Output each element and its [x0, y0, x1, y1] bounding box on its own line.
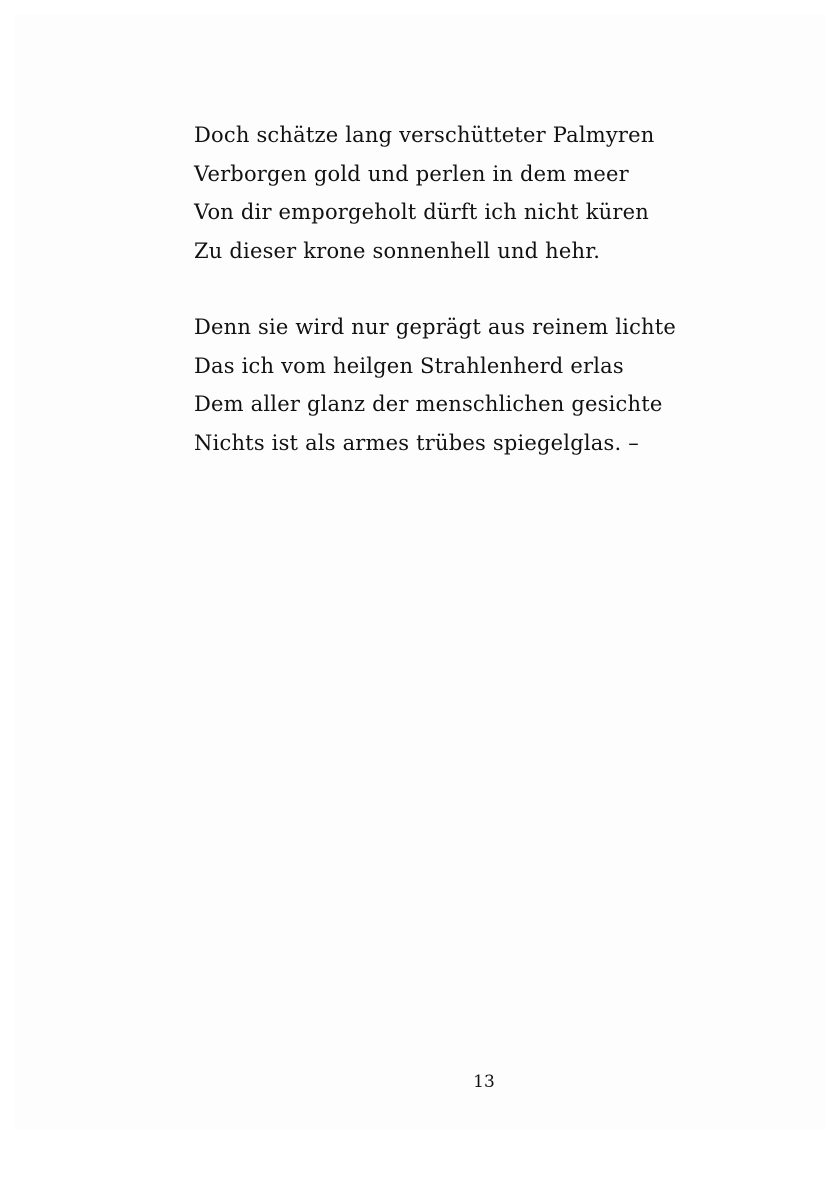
poem-line: Zu dieser krone sonnenhell und hehr. — [194, 238, 601, 263]
page-number: 13 — [473, 1072, 495, 1092]
stanza-2 — [194, 308, 754, 462]
poem-line: Das ich vom heilgen Strahlenherd erlas — [194, 353, 624, 378]
poem-line: Dem aller glanz der menschlichen gesichte — [194, 392, 663, 416]
poem — [194, 116, 754, 462]
poem-line: Von dir emporgeholt dürft ich nicht küren — [194, 200, 649, 224]
poem-line: Verborgen gold und perlen in dem meer — [194, 161, 629, 186]
poem-line: Nichts ist als armes trübes spiegelglas. – — [194, 430, 639, 455]
poem-line: Denn sie wird nur geprägt aus reinem lichte — [194, 315, 677, 339]
poem-line: Doch schätze lang verschütteter Palmyren — [194, 123, 655, 147]
stanza-1 — [194, 116, 754, 270]
